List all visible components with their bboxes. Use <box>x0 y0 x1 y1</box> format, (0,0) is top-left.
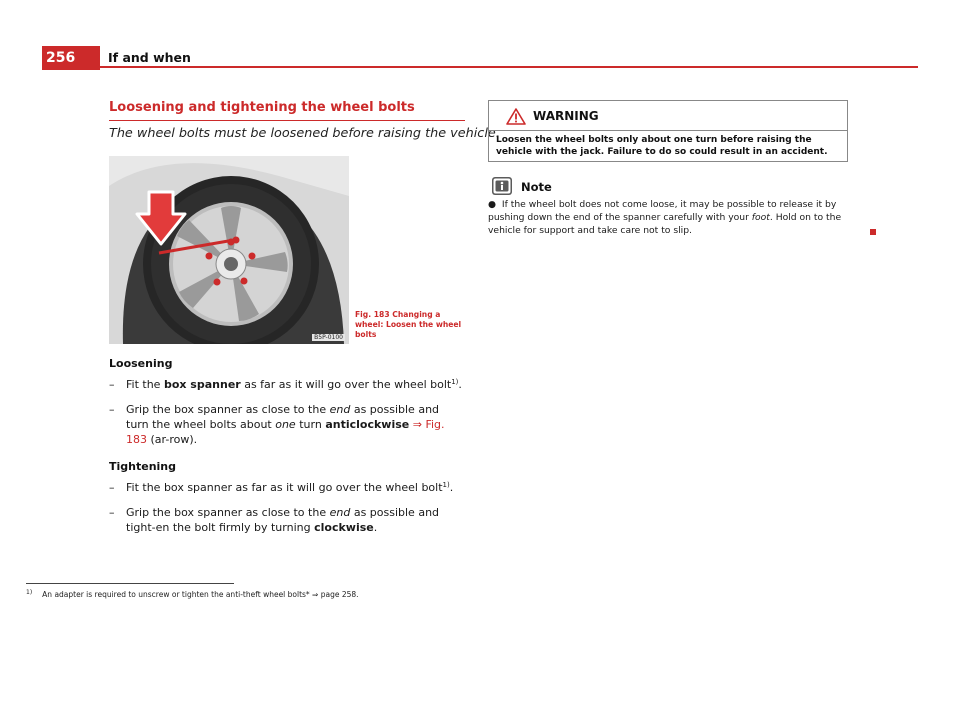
figure-caption: Fig. 183 Changing a wheel: Loosen the wheel bolts <box>355 310 462 339</box>
note-text-part: . Hold on to the vehicle for support and take care not to slip. <box>488 212 842 236</box>
step-italic: end <box>329 403 351 416</box>
step-text: Fit the <box>126 378 164 391</box>
step-dash: – <box>109 506 115 519</box>
footnote-marker: 1) <box>442 481 450 489</box>
figure-reference-link[interactable]: ⇒ Fig. 183 <box>126 418 445 446</box>
wheel-figure <box>109 156 349 344</box>
page-header-title: If and when <box>108 50 191 65</box>
step-text: Grip the box spanner as close to the <box>126 506 330 519</box>
note-text-part: If the wheel bolt does not come loose, it may be possible to release it by pushing down the end of the spanner carefully with your <box>488 199 837 223</box>
step-text: turn <box>295 418 326 431</box>
step-text: as possible and tight-en the bolt firmly by turning <box>126 506 440 534</box>
step-text: Grip the box spanner as close to the <box>126 403 330 416</box>
step-text: . <box>458 378 462 391</box>
footnote-number: 1) <box>26 589 33 596</box>
section-end-marker <box>870 229 876 235</box>
note-info-icon <box>491 176 513 196</box>
step-text: . <box>449 481 454 494</box>
loosening-step-2 <box>109 402 465 447</box>
footnote-marker: 1) <box>451 378 459 386</box>
section-intro: The wheel bolts must be loosened before raising the vehicle. <box>109 126 500 141</box>
warning-header <box>489 101 847 131</box>
tightening-step-2 <box>109 505 465 535</box>
section-heading: Loosening and tightening the wheel bolts <box>109 100 465 121</box>
loosening-heading: Loosening <box>109 357 173 370</box>
warning-title: WARNING <box>533 109 599 123</box>
step-italic: one <box>275 418 296 431</box>
step-bold-term: clockwise <box>314 521 374 534</box>
note-bullet: ● <box>488 199 497 210</box>
footnote-divider <box>26 583 234 584</box>
step-text: as possible and turn the wheel bolts about <box>126 403 440 431</box>
warning-box <box>488 100 848 162</box>
step-text: Fit the box spanner as far as it will go over the wheel bolt <box>126 481 443 494</box>
step-text: (ar-row). <box>147 433 198 446</box>
step-italic: end <box>329 506 351 519</box>
wheel-illustration <box>109 156 349 344</box>
step-bold-term: box spanner <box>163 378 241 391</box>
step-text: . <box>373 521 378 534</box>
footnote-text: An adapter is required to unscrew or tighten the anti-theft wheel bolts* ⇒ page 258. <box>42 590 359 599</box>
warning-text: Loosen the wheel bolts only about one turn before raising the vehicle with the jack. Failure to do so could result in an accident. <box>496 135 828 157</box>
page-number: 256 <box>42 46 100 70</box>
header-divider <box>100 66 918 68</box>
warning-triangle-icon <box>506 108 526 125</box>
step-text: as far as it will go over the wheel bolt <box>240 378 452 391</box>
tightening-heading: Tightening <box>109 460 177 473</box>
note-title: Note <box>521 180 552 194</box>
step-bold-term: anticlockwise <box>325 418 410 431</box>
note-italic: foot <box>751 212 770 223</box>
step-dash: – <box>109 403 115 416</box>
note-text <box>488 198 858 237</box>
loosening-step-1 <box>109 377 465 392</box>
footnote <box>26 590 359 599</box>
tightening-step-1 <box>109 480 465 495</box>
step-dash: – <box>109 481 115 494</box>
step-dash: – <box>109 378 115 391</box>
figure-code: B5P-0100 <box>314 334 343 341</box>
